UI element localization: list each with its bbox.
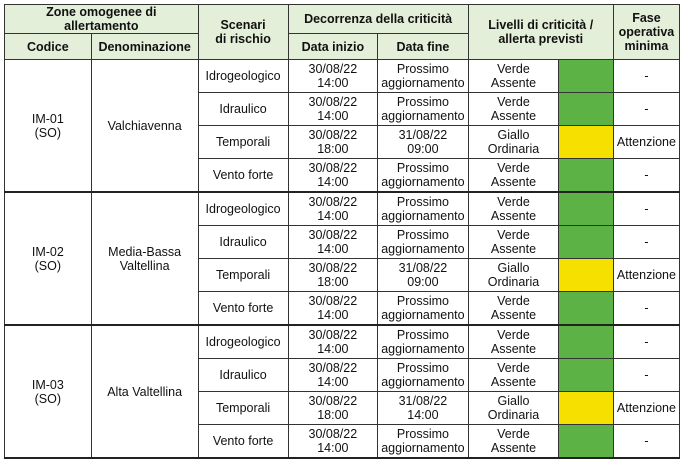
level-label-cell-text: Verde Assente — [490, 62, 537, 90]
data-inizio-cell-text: 30/08/22 18:00 — [308, 394, 358, 422]
level-label-cell — [468, 392, 559, 425]
data-inizio-cell-text: 30/08/22 14:00 — [308, 361, 358, 389]
level-color-swatch — [559, 392, 614, 425]
data-inizio-cell-text: 30/08/22 14:00 — [308, 328, 358, 356]
data-inizio-cell — [288, 325, 378, 359]
data-fine-cell-text: 31/08/22 09:00 — [398, 261, 448, 289]
scenario-cell — [198, 359, 288, 392]
level-color-swatch — [559, 159, 614, 193]
table-row — [5, 60, 680, 93]
scenario-cell-text: Temporali — [215, 401, 271, 415]
scenario-cell — [198, 93, 288, 126]
data-fine-cell — [378, 359, 468, 392]
scenario-cell — [198, 159, 288, 193]
fase-cell — [613, 60, 679, 93]
scenario-cell — [198, 259, 288, 292]
data-inizio-cell — [288, 392, 378, 425]
scenario-cell — [198, 126, 288, 159]
fase-cell — [613, 192, 679, 226]
data-fine-cell — [378, 60, 468, 93]
level-label-cell — [468, 60, 559, 93]
zone-name-cell-text: Media-Bassa Valtellina — [108, 244, 182, 273]
level-label-cell-text: Giallo Ordinaria — [487, 128, 540, 156]
level-label-cell-text: Giallo Ordinaria — [487, 261, 540, 289]
data-inizio-cell-text: 30/08/22 14:00 — [308, 62, 358, 90]
zone-code-cell — [5, 60, 92, 193]
data-fine-cell — [378, 159, 468, 193]
level-label-cell-text: Verde Assente — [490, 361, 537, 389]
scenario-cell — [198, 292, 288, 326]
header-codice: Codice — [5, 34, 92, 60]
level-color-swatch — [559, 192, 614, 226]
data-inizio-cell — [288, 159, 378, 193]
level-color-swatch — [559, 60, 614, 93]
fase-cell-text: - — [644, 202, 649, 216]
data-inizio-cell-text: 30/08/22 14:00 — [308, 427, 358, 455]
header-fase-label: Fase operativa minima — [618, 11, 675, 53]
alert-table-container — [4, 4, 680, 459]
table-row — [5, 192, 680, 226]
level-label-cell — [468, 325, 559, 359]
data-inizio-cell — [288, 359, 378, 392]
scenario-cell — [198, 392, 288, 425]
data-fine-cell — [378, 226, 468, 259]
data-fine-cell-text: Prossimo aggiornamento — [381, 161, 465, 189]
fase-cell-text: - — [644, 368, 649, 382]
data-fine-cell-text: 31/08/22 14:00 — [398, 394, 448, 422]
scenario-cell — [198, 425, 288, 459]
data-fine-cell-text: Prossimo aggiornamento — [381, 361, 465, 389]
fase-cell-text: Attenzione — [616, 268, 676, 282]
level-label-cell — [468, 192, 559, 226]
level-label-cell-text: Verde Assente — [490, 427, 537, 455]
data-fine-cell-text: Prossimo aggiornamento — [381, 228, 465, 256]
zone-code-cell-text: IM-02 (SO) — [31, 244, 64, 273]
fase-cell-text: - — [644, 434, 649, 448]
level-label-cell-text: Verde Assente — [490, 161, 537, 189]
fase-cell — [613, 325, 679, 359]
level-label-cell — [468, 126, 559, 159]
fase-cell-text: - — [644, 102, 649, 116]
header-zone-group: Zone omogenee di allertamento — [5, 5, 199, 34]
level-label-cell — [468, 226, 559, 259]
fase-cell — [613, 292, 679, 326]
scenario-cell-text: Vento forte — [212, 168, 274, 182]
data-fine-cell — [378, 292, 468, 326]
scenario-cell — [198, 192, 288, 226]
level-label-cell-text: Verde Assente — [490, 328, 537, 356]
data-inizio-cell — [288, 93, 378, 126]
fase-cell-text: - — [644, 235, 649, 249]
data-fine-cell-text: Prossimo aggiornamento — [381, 427, 465, 455]
data-fine-cell — [378, 259, 468, 292]
data-fine-cell-text: Prossimo aggiornamento — [381, 195, 465, 223]
header-decorrenza: Decorrenza della criticità — [288, 5, 468, 34]
data-inizio-cell-text: 30/08/22 18:00 — [308, 128, 358, 156]
level-label-cell — [468, 292, 559, 326]
fase-cell — [613, 259, 679, 292]
header-livelli — [468, 5, 613, 60]
data-fine-cell-text: Prossimo aggiornamento — [381, 328, 465, 356]
header-scenari-label: Scenari di rischio — [215, 18, 271, 46]
data-fine-cell — [378, 126, 468, 159]
data-inizio-cell — [288, 259, 378, 292]
level-color-swatch — [559, 93, 614, 126]
data-fine-cell-text: 31/08/22 09:00 — [398, 128, 448, 156]
zone-code-cell-text: IM-03 (SO) — [31, 377, 64, 406]
level-color-swatch — [559, 126, 614, 159]
header-fase — [613, 5, 679, 60]
level-color-swatch — [559, 292, 614, 326]
fase-cell — [613, 126, 679, 159]
fase-cell — [613, 359, 679, 392]
header-scenari — [198, 5, 288, 60]
fase-cell-text: - — [644, 301, 649, 315]
level-color-swatch — [559, 259, 614, 292]
zone-code-cell — [5, 325, 92, 458]
data-inizio-cell-text: 30/08/22 14:00 — [308, 95, 358, 123]
scenario-cell-text: Idraulico — [219, 235, 267, 249]
level-label-cell-text: Giallo Ordinaria — [487, 394, 540, 422]
zone-name-cell-text: Alta Valtellina — [107, 384, 183, 399]
data-fine-cell — [378, 93, 468, 126]
level-label-cell — [468, 93, 559, 126]
level-color-swatch — [559, 359, 614, 392]
scenario-cell — [198, 226, 288, 259]
fase-cell-text: - — [644, 69, 649, 83]
data-inizio-cell — [288, 226, 378, 259]
data-inizio-cell — [288, 60, 378, 93]
level-label-cell-text: Verde Assente — [490, 195, 537, 223]
scenario-cell-text: Temporali — [215, 268, 271, 282]
data-inizio-cell-text: 30/08/22 14:00 — [308, 161, 358, 189]
level-label-cell — [468, 259, 559, 292]
scenario-cell — [198, 325, 288, 359]
data-fine-cell — [378, 392, 468, 425]
fase-cell — [613, 159, 679, 193]
data-fine-cell — [378, 325, 468, 359]
data-inizio-cell-text: 30/08/22 18:00 — [308, 261, 358, 289]
zone-code-cell-text: IM-01 (SO) — [31, 111, 64, 140]
header-denominazione: Denominazione — [91, 34, 198, 60]
header-data-inizio: Data inizio — [288, 34, 378, 60]
scenario-cell — [198, 60, 288, 93]
header-row-top — [5, 5, 680, 34]
header-livelli-label: Livelli di criticità / allerta previsti — [488, 18, 594, 46]
data-inizio-cell — [288, 126, 378, 159]
data-fine-cell-text: Prossimo aggiornamento — [381, 294, 465, 322]
level-label-cell-text: Verde Assente — [490, 228, 537, 256]
fase-cell-text: - — [644, 168, 649, 182]
scenario-cell-text: Idraulico — [219, 102, 267, 116]
level-color-swatch — [559, 226, 614, 259]
data-fine-cell-text: Prossimo aggiornamento — [381, 95, 465, 123]
fase-cell-text: - — [644, 335, 649, 349]
level-color-swatch — [559, 425, 614, 459]
zone-name-cell-text: Valchiavenna — [107, 118, 182, 133]
scenario-cell-text: Temporali — [215, 135, 271, 149]
fase-cell-text: Attenzione — [616, 401, 676, 415]
data-fine-cell — [378, 425, 468, 459]
level-label-cell — [468, 425, 559, 459]
scenario-cell-text: Vento forte — [212, 301, 274, 315]
fase-cell — [613, 226, 679, 259]
data-fine-cell-text: Prossimo aggiornamento — [381, 62, 465, 90]
data-inizio-cell — [288, 192, 378, 226]
data-inizio-cell-text: 30/08/22 14:00 — [308, 195, 358, 223]
level-label-cell — [468, 359, 559, 392]
table-row — [5, 325, 680, 359]
zone-name-cell — [91, 60, 198, 193]
fase-cell — [613, 425, 679, 459]
data-inizio-cell — [288, 292, 378, 326]
scenario-cell-text: Idrogeologico — [205, 202, 281, 216]
data-inizio-cell-text: 30/08/22 14:00 — [308, 228, 358, 256]
table-body — [5, 60, 680, 459]
fase-cell — [613, 93, 679, 126]
scenario-cell-text: Vento forte — [212, 434, 274, 448]
zone-code-cell — [5, 192, 92, 325]
header-data-fine: Data fine — [378, 34, 468, 60]
data-inizio-cell — [288, 425, 378, 459]
fase-cell — [613, 392, 679, 425]
scenario-cell-text: Idraulico — [219, 368, 267, 382]
level-color-swatch — [559, 325, 614, 359]
zone-name-cell — [91, 325, 198, 458]
level-label-cell — [468, 159, 559, 193]
data-fine-cell — [378, 192, 468, 226]
level-label-cell-text: Verde Assente — [490, 294, 537, 322]
fase-cell-text: Attenzione — [616, 135, 676, 149]
level-label-cell-text: Verde Assente — [490, 95, 537, 123]
alert-table — [4, 4, 680, 459]
scenario-cell-text: Idrogeologico — [205, 335, 281, 349]
scenario-cell-text: Idrogeologico — [205, 69, 281, 83]
data-inizio-cell-text: 30/08/22 14:00 — [308, 294, 358, 322]
zone-name-cell — [91, 192, 198, 325]
